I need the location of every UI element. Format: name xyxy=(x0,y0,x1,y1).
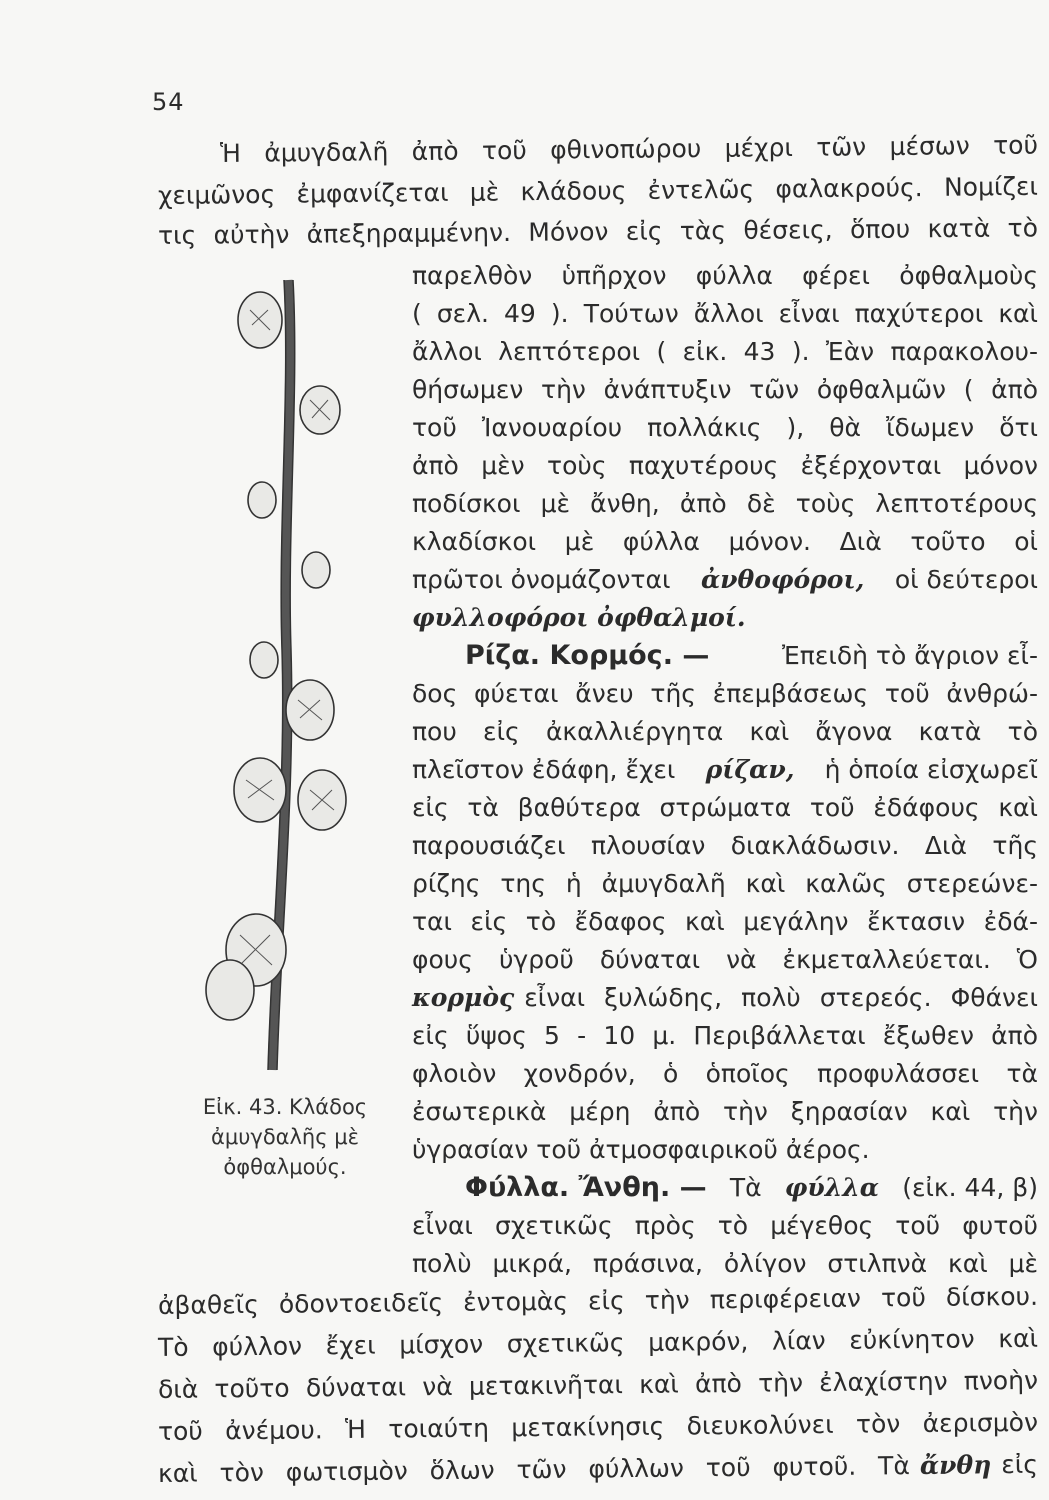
section-heading-leaves: Φύλλα. Ἄνθη. — Τὰ φύλλα (εἰκ. 44, β) xyxy=(465,1172,1038,1203)
almond-branch-illustration xyxy=(190,270,390,1090)
page-number: 54 xyxy=(152,88,185,116)
bud xyxy=(250,642,278,678)
text-line: πλεῖστον ἐδάφη, ἔχει ρίζαν, ἡ ὁποία εἰσχωρεῖ xyxy=(412,755,1038,784)
text-line: πολὺ μικρά, πράσινα, ὀλίγον στιλπνὰ καὶ μὲ xyxy=(412,1249,1038,1278)
text-line: ρίζης της ἡ ἀμυγδαλῆ καὶ καλῶς στερεώνε- xyxy=(412,869,1038,898)
text-line: ( σελ. 49 ). Τούτων ἄλλοι εἶναι παχύτεροι καὶ xyxy=(412,299,1038,328)
text-line: τοῦ Ἰανουαρίου πολλάκις ), θὰ ἴδωμεν ὅτι xyxy=(412,413,1038,442)
text-line: παρουσιάζει πλουσίαν διακλάδωσιν. Διὰ τῆς xyxy=(412,831,1038,860)
text-line: καὶ τὸν φωτισμὸν ὅλων τῶν φύλλων τοῦ φυτοῦ. Τὰ ἄνθη εἰς xyxy=(157,1449,1039,1488)
text-line: τοῦ ἀνέμου. Ἡ τοιαύτη μετακίνησις διευκολύνει τὸν ἀερισμὸν xyxy=(157,1407,1039,1446)
text-line: ἄλλοι λεπτότεροι ( εἰκ. 43 ). Ἐὰν παρακολου- xyxy=(412,337,1038,366)
text-line: κλαδίσκοι μὲ φύλλα μόνον. Διὰ τοῦτο οἱ xyxy=(412,527,1038,556)
text-line: εἰς τὰ βαθύτερα στρώματα τοῦ ἐδάφους καὶ xyxy=(412,793,1038,822)
text-line: εἰς ὕψος 5 - 10 μ. Περιβάλλεται ἔξωθεν ἀπὸ xyxy=(412,1021,1038,1050)
text-line: θήσωμεν τὴν ἀνάπτυξιν τῶν ὀφθαλμῶν ( ἀπὸ xyxy=(412,375,1038,404)
text-line: διὰ τοῦτο δύναται νὰ μετακινῆται καὶ ἀπὸ τὴν ἐλαχίστην πνοὴν xyxy=(157,1365,1039,1404)
text-line: φλοιὸν χονδρόν, ὁ ὁποῖος προφυλάσσει τὰ xyxy=(412,1059,1038,1088)
text-line: ὑγρασίαν τοῦ ἀτμοσφαιρικοῦ ἀέρος. xyxy=(412,1135,870,1164)
text-line: Τὸ φύλλον ἔχει μίσχον σχετικῶς μακρόν, λίαν εὐκίνητον καὶ xyxy=(157,1323,1039,1362)
text-line: χειμῶνος ἐμφανίζεται μὲ κλάδους ἐντελῶς φαλακρούς. Νομίζει xyxy=(157,171,1039,210)
text-line: τις αὐτὴν ἀπεξηραμμένην. Μόνον εἰς τὰς θέσεις, ὅπου κατὰ τὸ xyxy=(157,213,1039,250)
text-line: ἀπὸ μὲν τοὺς παχυτέρους ἐξέρχονται μόνον xyxy=(412,451,1038,480)
text-line: που εἰς ἀκαλλιέργητα καὶ ἄγονα κατὰ τὸ xyxy=(412,717,1038,746)
text-line: φους ὑγροῦ δύναται νὰ ἐκμεταλλεύεται. Ὁ xyxy=(412,945,1038,974)
text-line: φυλλοφόροι ὀφθαλμοί. xyxy=(412,603,746,632)
text-line: ἀβαθεῖς ὀδοντοειδεῖς ἐντομὰς εἰς τὴν περιφέρειαν τοῦ δίσκου. xyxy=(157,1281,1039,1320)
section-heading-roots: Ρίζα. Κορμός. — Ἐπειδὴ τὸ ἄγριον εἶ- xyxy=(465,640,1038,671)
text-line: παρελθὸν ὑπῆρχον φύλλα φέρει ὀφθαλμοὺς xyxy=(412,261,1038,290)
bud xyxy=(206,960,254,1020)
bud xyxy=(248,482,276,518)
caption-line: ἀμυγδαλῆς μὲ xyxy=(211,1125,359,1149)
text-line: ποδίσκοι μὲ ἄνθη, ἀπὸ δὲ τοὺς λεπτοτέρους xyxy=(412,489,1038,518)
text-line: Ἡ ἀμυγδαλῆ ἀπὸ τοῦ φθινοπώρου μέχρι τῶν μέσων τοῦ xyxy=(219,130,1039,168)
text-line: δος φύεται ἄνευ τῆς ἐπεμβάσεως τοῦ ἀνθρώ- xyxy=(412,679,1038,708)
bud xyxy=(302,552,330,588)
caption-line: ὀφθαλμούς. xyxy=(223,1155,347,1179)
caption-line: Εἰκ. 43. Κλάδος xyxy=(202,1095,368,1119)
figure-caption xyxy=(160,1092,410,1182)
text-line: κορμὸς εἶναι ξυλώδης, πολὺ στερεός. Φθάνει xyxy=(412,983,1038,1012)
text-line: ται εἰς τὸ ἔδαφος καὶ μεγάλην ἔκτασιν ἐδά- xyxy=(412,907,1038,936)
text-line: πρῶτοι ὀνομάζονται ἀνθοφόροι, οἱ δεύτεροι xyxy=(412,565,1038,594)
text-line: εἶναι σχετικῶς πρὸς τὸ μέγεθος τοῦ φυτοῦ xyxy=(412,1211,1038,1240)
text-line: ἐσωτερικὰ μέρη ἀπὸ τὴν ξηρασίαν καὶ τὴν xyxy=(412,1097,1038,1126)
